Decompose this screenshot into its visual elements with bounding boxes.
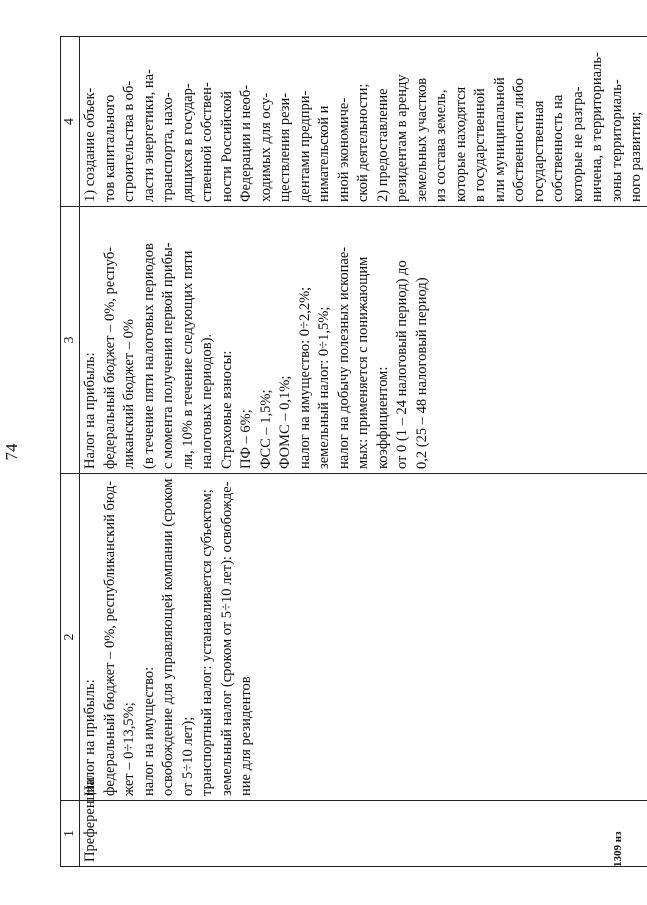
cell-column-4 (79, 37, 647, 207)
rotated-page (1, 37, 644, 867)
table-header-row (60, 37, 79, 867)
table-row (79, 37, 647, 867)
page-number: 74 (1, 443, 21, 461)
column-2-text: Налог на прибыль: федеральный бюджет – 0%, республиканский бюд- жет – 0÷13,5%; налог на имущество: освобождение для управляющей компании (сроком от 5÷10 лет); транспортный налог: устанавливается субъектом; земельный налог (сроком от 5÷10 лет): освобожде- ние для резидентов (81, 478, 254, 796)
column-header-3: 3 (60, 207, 79, 474)
column-header-1: 1 (60, 801, 79, 867)
cell-column-2 (79, 474, 647, 801)
cell-category (79, 777, 647, 867)
column-3-text: Налог на прибыль: федеральный бюджет – 0%, респуб- ликанский бюджет – 0% (в течение пяти налоговых периодов с момента получения первой прибы- ли, 10% в течение следующих пяти налоговых периодов). Страховые взносы: ПФ – 6%; ФСС – 1,5%; ФОМС – 0,1%; налог на имущество: 0÷2,2%; земельный налог: 0÷1,5%; налог на добычу полезных ископае- мых: применяется с понижающим коэффициентом: от 0 (1 – 24 налоговый период) до 0,2 (25 – 48 налоговый период) (81, 242, 429, 469)
column-4-text: 1) создание объек- тов капитального строительства в об- ласти энергетики, на- транспорта, нахо- дящихся в государ- ственной собствен- ности Российской Федерации и необ- ходимых для осу- ществления рези- дентами предпри- нимательской и иной экономиче- ской деятельности; 2) предоставление резидентам в аренду земельных участков из состава земель, которые находятся в государственной или муниципальной собственности либо государственная собственность на которые не разгра- ничена, в территориаль- зоны территориаль- ного развития; (81, 52, 644, 202)
category-text: Преференции (81, 777, 98, 862)
column-header-4: 4 (60, 37, 79, 207)
preferences-table (60, 36, 647, 867)
footer-code: 1309 нз (611, 831, 624, 867)
column-header-2: 2 (60, 474, 79, 801)
cell-column-3 (79, 207, 647, 474)
